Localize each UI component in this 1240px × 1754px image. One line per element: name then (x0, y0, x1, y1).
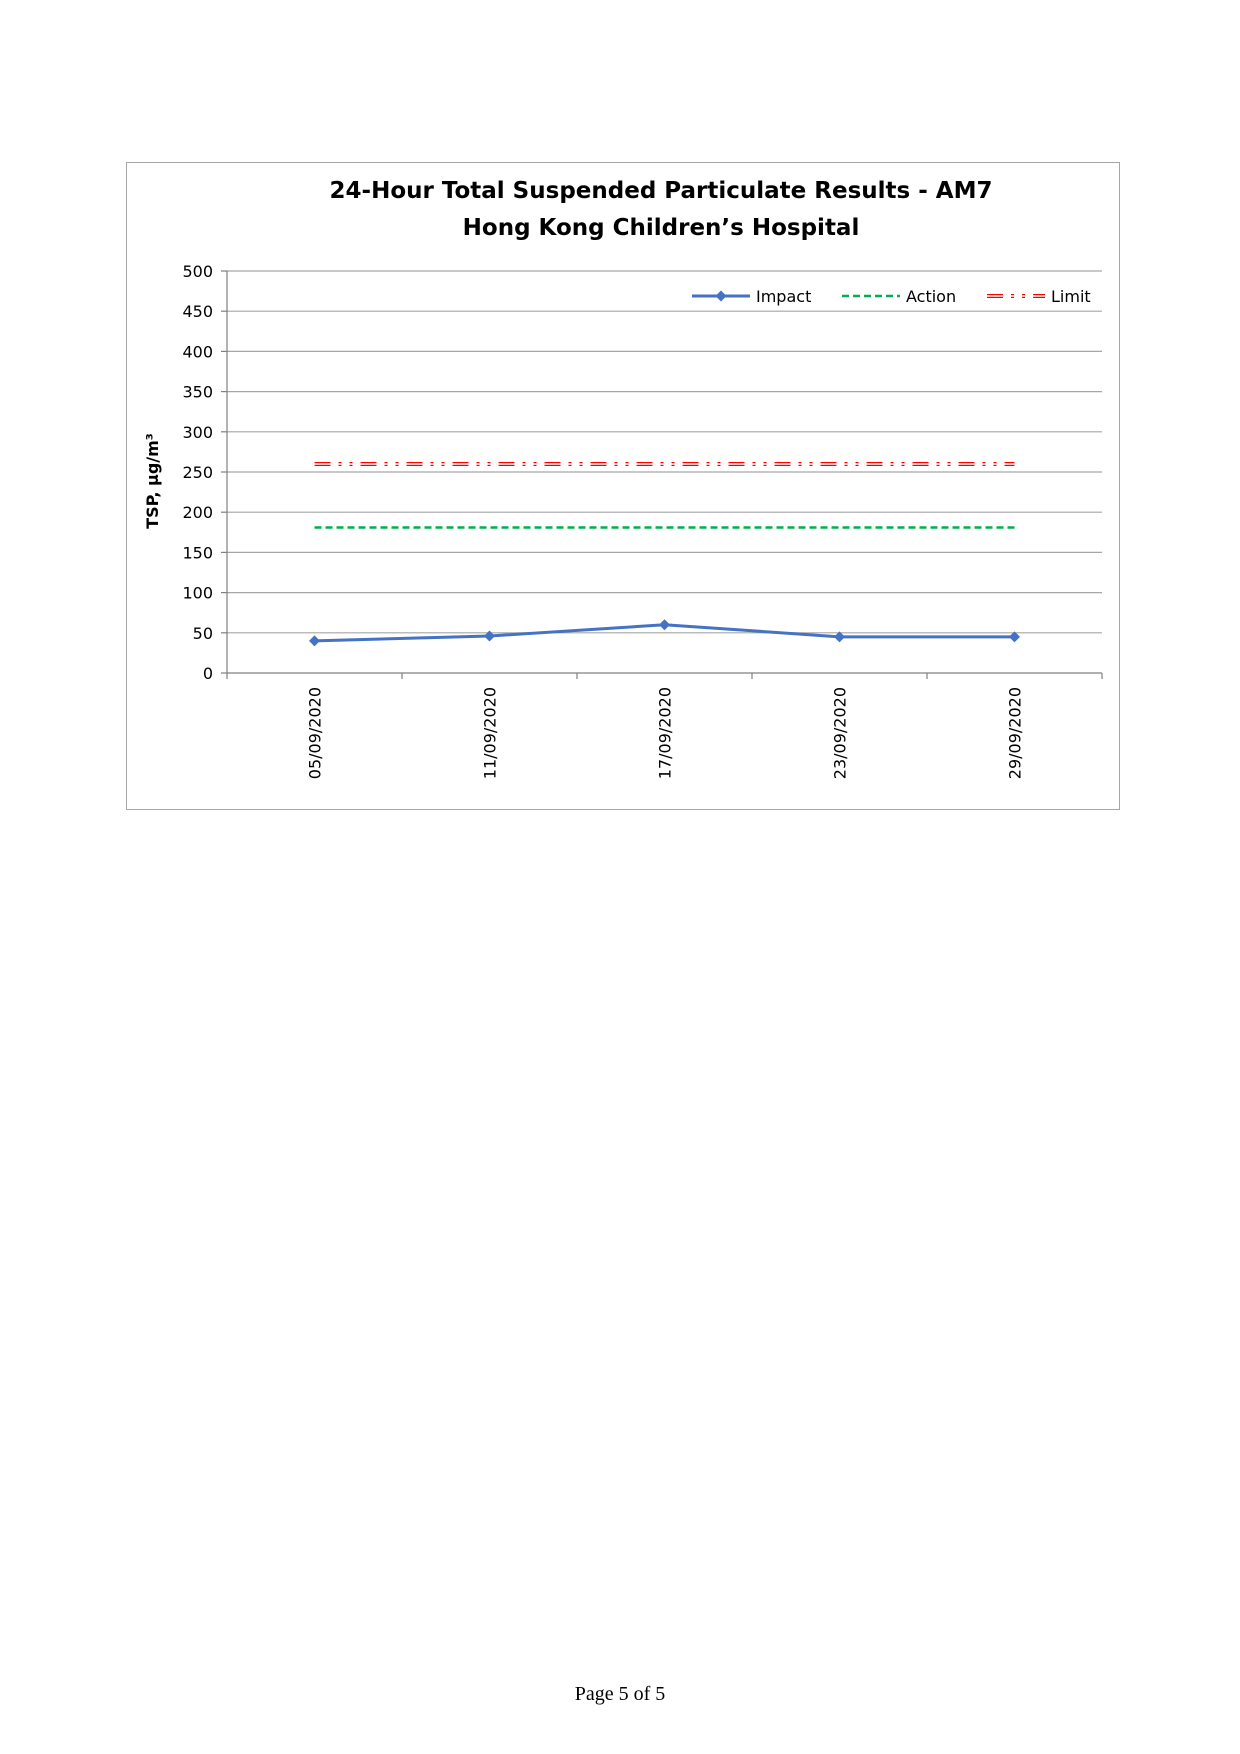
legend-impact-label: Impact (756, 287, 812, 306)
series-impact-point (309, 635, 320, 646)
series-impact-point (659, 619, 670, 630)
y-tick-label: 150 (182, 543, 213, 563)
y-tick-label: 200 (182, 503, 213, 523)
chart-svg (127, 163, 1121, 811)
page-number: Page 5 of 5 (574, 1683, 666, 1705)
y-tick-label: 100 (182, 583, 213, 603)
legend-action-label: Action (906, 287, 957, 306)
y-tick-label: 0 (202, 664, 213, 683)
legend-impact-marker (716, 291, 727, 302)
x-tick-label: 11/09/2020 (480, 687, 500, 780)
x-tick-label: 23/09/2020 (830, 687, 850, 780)
y-tick-label: 450 (182, 302, 213, 322)
y-tick-label: 50 (192, 623, 213, 643)
chart-frame (126, 162, 1120, 810)
x-tick-label: 05/09/2020 (305, 687, 325, 780)
series-impact-point (484, 631, 495, 642)
axes (182, 262, 1102, 779)
series-layer (309, 464, 1020, 646)
chart-title-line-2: Hong Kong Children’s Hospital (462, 215, 860, 241)
y-tick-label: 250 (182, 463, 213, 482)
y-tick-label: 500 (182, 262, 213, 281)
gridlines (227, 271, 1102, 633)
legend-limit-label: Limit (1051, 287, 1091, 306)
y-tick-label: 350 (182, 382, 213, 402)
legend (692, 287, 1091, 306)
y-tick-label: 400 (182, 342, 213, 362)
chart-title-line-1: 24-Hour Total Suspended Particulate Results - AM7 (329, 178, 993, 204)
y-tick-label: 300 (182, 422, 213, 442)
x-tick-label: 17/09/2020 (655, 687, 675, 780)
y-axis-label: TSP, µg/m³ (143, 433, 162, 529)
x-tick-label: 29/09/2020 (1005, 687, 1025, 780)
